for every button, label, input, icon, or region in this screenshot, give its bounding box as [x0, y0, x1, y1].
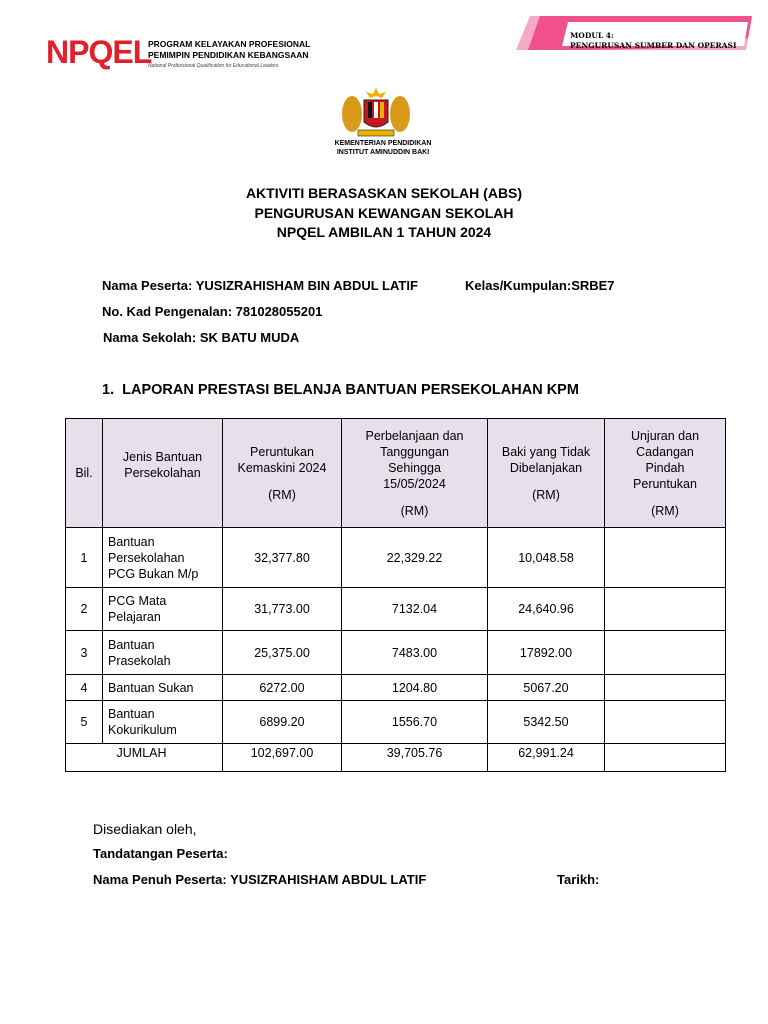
ministry-line-2: INSTITUT AMINUDDIN BAKI	[336, 148, 430, 156]
total-bil-cell	[66, 744, 103, 772]
row-peruntukan: 6272.00	[223, 675, 342, 701]
logo-line-2: PEMIMPIN PENDIDIKAN KEBANGSAAN	[148, 50, 309, 60]
row-bil: 3	[66, 631, 103, 675]
logo-tagline: National Professional Qualification for Educational Leaders	[148, 63, 279, 69]
header-unjuran: Unjuran dan Cadangan Pindah Peruntukan (RM)	[605, 419, 726, 528]
fullname-label: Nama Penuh Peserta:	[93, 872, 227, 887]
logo-program-text	[148, 39, 310, 61]
row-peruntukan: 32,377.80	[223, 528, 342, 588]
participant-ic-row	[102, 304, 322, 319]
row-peruntukan: 25,375.00	[223, 631, 342, 675]
row-perbelanjaan: 7483.00	[342, 631, 488, 675]
total-perbelanjaan: 39,705.76	[342, 744, 488, 772]
row-bil: 5	[66, 701, 103, 744]
table-header-row	[66, 419, 726, 528]
row-peruntukan: 31,773.00	[223, 588, 342, 631]
table-row	[66, 528, 726, 588]
participant-name-row	[102, 278, 418, 293]
table-total-row	[66, 744, 726, 772]
row-baki: 5067.20	[488, 675, 605, 701]
section-title: LAPORAN PRESTASI BELANJA BANTUAN PERSEKOLAHAN KPM	[122, 382, 579, 398]
row-jenis: Bantuan Sukan	[103, 675, 223, 701]
header-baki: Baki yang Tidak Dibelanjakan (RM)	[488, 419, 605, 528]
module-title: PENGURUSAN SUMBER DAN OPERASI	[570, 41, 737, 50]
malaysia-crest-icon	[338, 86, 414, 142]
bantuan-report-table	[65, 418, 726, 772]
row-jenis: Bantuan Prasekolah	[103, 631, 223, 675]
header-jenis: Jenis Bantuan Persekolahan	[103, 419, 223, 528]
npqel-logo: NPQEL	[46, 34, 152, 70]
section-number: 1.	[102, 382, 115, 398]
participant-school-value: SK BATU MUDA	[199, 330, 300, 345]
doc-title-line-3: NPQEL AMBILAN 1 TAHUN 2024	[276, 224, 492, 240]
row-bil: 2	[66, 588, 103, 631]
participant-name-label: Nama Peserta:	[102, 278, 193, 293]
table-row	[66, 701, 726, 744]
logo-line-1: PROGRAM KELAYAKAN PROFESIONAL	[148, 39, 311, 49]
signature-label: Tandatangan Peserta:	[93, 846, 228, 861]
table-row	[66, 631, 726, 675]
row-jenis: Bantuan Kokurikulum	[103, 701, 223, 744]
row-peruntukan: 6899.20	[223, 701, 342, 744]
row-bil: 4	[66, 675, 103, 701]
fullname-value: YUSIZRAHISHAM ABDUL LATIF	[230, 872, 427, 887]
table-row	[66, 675, 726, 701]
header-perbelanjaan: Perbelanjaan dan Tanggungan Sehingga 15/05/2024 (RM)	[342, 419, 488, 528]
date-label: Tarikh:	[557, 872, 600, 887]
row-baki: 24,640.96	[488, 588, 605, 631]
total-unjuran	[605, 744, 726, 772]
header-bil: Bil.	[66, 419, 103, 528]
row-unjuran	[605, 675, 726, 701]
module-badge-text	[570, 31, 736, 51]
participant-ic-value: 781028055201	[235, 304, 323, 319]
participant-name-value: YUSIZRAHISHAM BIN ABDUL LATIF	[195, 278, 418, 293]
row-jenis: PCG Mata Pelajaran	[103, 588, 223, 631]
total-label: JUMLAH	[103, 744, 223, 772]
table-row	[66, 588, 726, 631]
ministry-caption	[300, 140, 466, 157]
row-baki: 5342.50	[488, 701, 605, 744]
section-heading	[102, 382, 579, 398]
fullname-row	[93, 872, 426, 887]
ministry-line-1: KEMENTERIAN PENDIDIKAN	[334, 140, 432, 147]
row-unjuran	[605, 701, 726, 744]
row-perbelanjaan: 7132.04	[342, 588, 488, 631]
total-peruntukan: 102,697.00	[223, 744, 342, 772]
row-baki: 17892.00	[488, 631, 605, 675]
prepared-by: Disediakan oleh,	[93, 821, 197, 837]
participant-class-row	[465, 278, 615, 293]
row-jenis: Bantuan Persekolahan PCG Bukan M/p	[103, 528, 223, 588]
row-unjuran	[605, 528, 726, 588]
doc-title-line-2: PENGURUSAN KEWANGAN SEKOLAH	[254, 205, 514, 221]
row-bil: 1	[66, 528, 103, 588]
participant-school-label: Nama Sekolah:	[103, 330, 197, 345]
header-peruntukan: Peruntukan Kemaskini 2024 (RM)	[223, 419, 342, 528]
doc-title-line-1: AKTIVITI BERASASKAN SEKOLAH (ABS)	[245, 185, 523, 201]
row-unjuran	[605, 631, 726, 675]
total-baki: 62,991.24	[488, 744, 605, 772]
participant-school-row	[103, 330, 299, 345]
participant-class-value: SRBE7	[571, 278, 615, 293]
participant-ic-label: No. Kad Pengenalan:	[102, 304, 233, 319]
row-perbelanjaan: 1204.80	[342, 675, 488, 701]
row-perbelanjaan: 22,329.22	[342, 528, 488, 588]
row-perbelanjaan: 1556.70	[342, 701, 488, 744]
module-number: MODUL 4:	[570, 31, 614, 40]
participant-class-label: Kelas/Kumpulan:	[465, 278, 572, 293]
row-unjuran	[605, 588, 726, 631]
row-baki: 10,048.58	[488, 528, 605, 588]
